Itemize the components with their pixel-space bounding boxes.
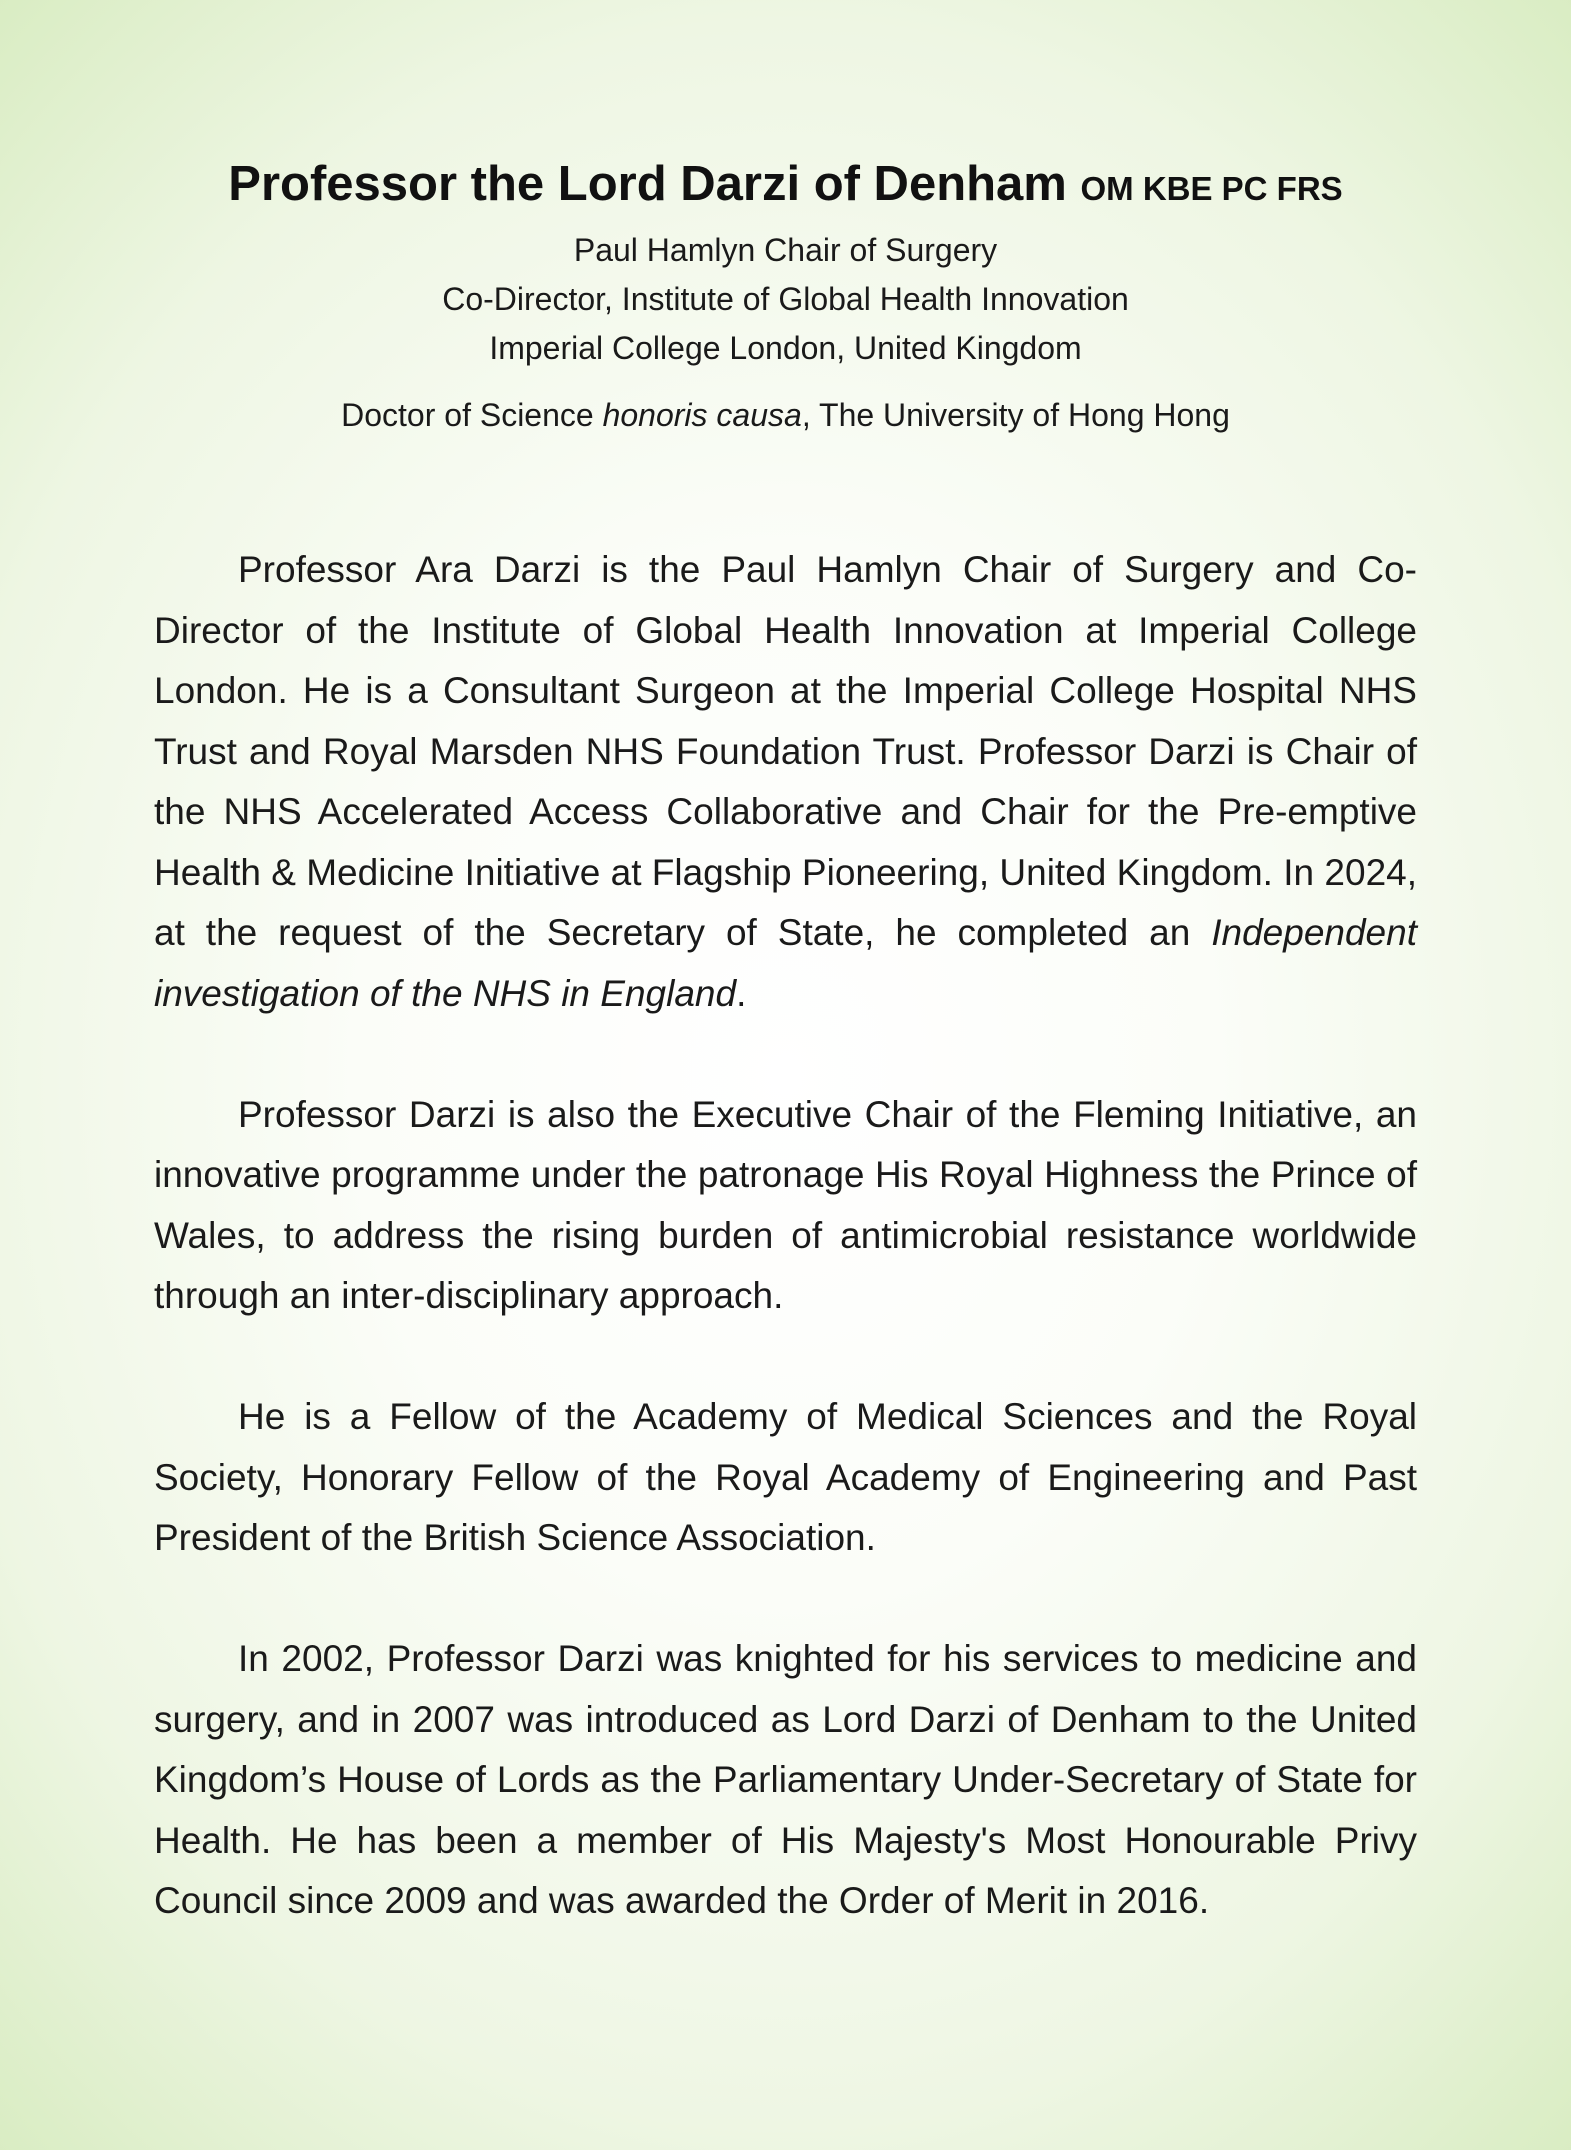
position-line: Co-Director, Institute of Global Health Innovation bbox=[442, 280, 1129, 317]
honorary-degree bbox=[0, 391, 1571, 440]
biography-body bbox=[154, 540, 1417, 1932]
paragraph-end: . bbox=[736, 972, 747, 1014]
position-line: Imperial College London, United Kingdom bbox=[489, 329, 1082, 366]
biography-paragraph-2: Professor Darzi is also the Executive Chair of the Fleming Initiative, an innovative programme under the patronage His Royal Highness the Prince of Wales, to address the rising burden of antimicrobial resistance worldwide through an inter-disciplinary approach. bbox=[154, 1093, 1417, 1316]
position-line: Paul Hamlyn Chair of Surgery bbox=[573, 231, 998, 268]
biography-paragraph-1 bbox=[154, 540, 1417, 1024]
report-title: Independent investigation of the NHS in England bbox=[154, 912, 1417, 1014]
biography-paragraph-4: In 2002, Professor Darzi was knighted for his services to medicine and surgery, and in 2007 was introduced as Lord Darzi of Denham to the United Kingdom’s House of Lords as the Parliamentary Under-Secretary of State for Health. He has been a member of His Majesty's Most Honourable Privy Council since 2009 and was awarded the Order of Merit in 2016. bbox=[154, 1638, 1417, 1921]
page-title bbox=[0, 155, 1571, 214]
degree-suffix: , The University of Hong Hong bbox=[801, 396, 1230, 433]
degree-prefix: Doctor of Science bbox=[341, 396, 603, 433]
postnominals: OM KBE PC FRS bbox=[1080, 170, 1343, 207]
honoree-name: Professor the Lord Darzi of Denham bbox=[228, 157, 1067, 211]
page-header bbox=[0, 155, 1571, 440]
positions-list bbox=[0, 226, 1571, 373]
biography-paragraph-3: He is a Fellow of the Academy of Medical Sciences and the Royal Society, Honorary Fellow of the Royal Academy of Engineering and Past President of the British Science Association. bbox=[154, 1396, 1417, 1558]
degree-italic: honoris causa bbox=[602, 396, 802, 433]
paragraph-text: Professor Ara Darzi is the Paul Hamlyn Chair of Surgery and Co-Director of the Institute of Global Health Innovation at Imperial College London. He is a Consultant Surgeon at the Imperial College Hospital NHS Trust and Royal Marsden NHS Foundation Trust. Professor Darzi is Chair of the NHS Accelerated Access Collaborative and Chair for the Pre-emptive Health & Medicine Initiative at Flagship Pioneering, United Kingdom. In 2024, at the request of the Secretary of State, he completed an bbox=[154, 549, 1417, 953]
